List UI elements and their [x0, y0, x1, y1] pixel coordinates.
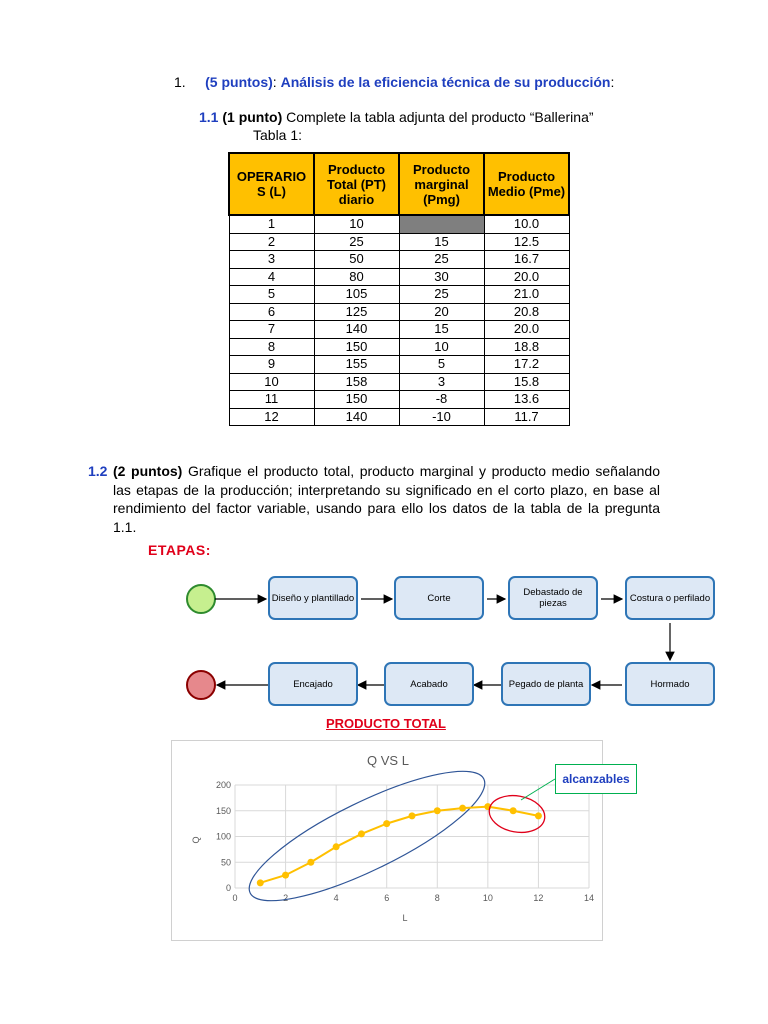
- table-cell: 3: [399, 373, 484, 391]
- y-tick-label: 200: [215, 780, 231, 790]
- data-point: [307, 859, 314, 866]
- question-1-number: 1.: [174, 74, 186, 90]
- series-line: [260, 807, 538, 883]
- x-axis-label: L: [402, 913, 408, 923]
- table-cell: 80: [314, 268, 399, 286]
- table-cell: 5: [229, 286, 314, 304]
- table-label: Tabla 1:: [253, 127, 303, 143]
- table-cell: 20.8: [484, 303, 569, 321]
- question-1-title: Análisis de la eficiencia técnica de su producción: [280, 74, 611, 90]
- table-cell: 150: [314, 338, 399, 356]
- chart-series: [257, 803, 542, 886]
- table-cell: 140: [314, 321, 399, 339]
- table-cell: 12: [229, 408, 314, 426]
- header-producto-medio: Producto Medio (Pme): [484, 153, 569, 215]
- header-producto-total: Producto Total (PT) diario: [314, 153, 399, 215]
- table-cell: 140: [314, 408, 399, 426]
- header-producto-marginal: Producto marginal (Pmg): [399, 153, 484, 215]
- y-tick-label: 150: [215, 805, 231, 816]
- data-point: [459, 805, 466, 812]
- table-cell: 9: [229, 356, 314, 374]
- x-tick-label: 6: [384, 893, 390, 903]
- table-cell: 12.5: [484, 233, 569, 251]
- data-point: [510, 807, 517, 814]
- flow-box-acabado: Acabado: [384, 662, 474, 706]
- flow-box-encajado: Encajado: [268, 662, 358, 706]
- data-point: [333, 843, 340, 850]
- table-cell: 10.0: [484, 215, 569, 233]
- flow-box-costura: Costura o perfilado: [625, 576, 715, 620]
- table-cell: 15: [399, 233, 484, 251]
- x-tick-label: 8: [434, 893, 440, 903]
- chart-title: Q VS L: [367, 753, 409, 768]
- annotation-alcanzables: alcanzables: [555, 764, 637, 794]
- table-cell: 4: [229, 268, 314, 286]
- table-cell: 8: [229, 338, 314, 356]
- data-point: [282, 872, 289, 879]
- table-cell: 10: [314, 215, 399, 233]
- table-cell: 25: [314, 233, 399, 251]
- x-tick-label: 10: [482, 893, 493, 903]
- question-1-1-number: 1.1: [199, 109, 219, 125]
- chart-grid: [235, 785, 589, 888]
- table-cell: 15: [399, 321, 484, 339]
- table-cell: 3: [229, 251, 314, 269]
- table-cell: 5: [399, 356, 484, 374]
- x-tick-label: 14: [583, 893, 595, 903]
- table-cell: 25: [399, 286, 484, 304]
- y-tick-label: 0: [225, 883, 231, 893]
- table-cell: 150: [314, 391, 399, 409]
- table-cell: 25: [399, 251, 484, 269]
- question-1-points: (5 puntos): [205, 74, 273, 90]
- question-1-2-points: (2 puntos): [113, 463, 183, 479]
- question-1-1-points: (1 punto): [222, 109, 283, 125]
- table-cell: 158: [314, 373, 399, 391]
- question-1-separator: :: [272, 74, 281, 90]
- table-cell: 20.0: [484, 321, 569, 339]
- producto-total-title: PRODUCTO TOTAL: [326, 716, 446, 731]
- etapas-label: ETAPAS:: [148, 542, 211, 558]
- table-cell: 155: [314, 356, 399, 374]
- table-cell: -10: [399, 408, 484, 426]
- data-point: [434, 807, 441, 814]
- table-cell: 15.8: [484, 373, 569, 391]
- table-cell: 7: [229, 321, 314, 339]
- question-1-end: :: [610, 74, 615, 90]
- flow-box-corte: Corte: [394, 576, 484, 620]
- table-cell: 18.8: [484, 338, 569, 356]
- question-1-2-number: 1.2: [88, 463, 108, 479]
- question-1-2-text: Grafique el producto total, producto marginal y producto medio señalando las etapas de la producción; interpretando su significado en el corto plazo, en base al rendimiento del factor variable, usando para ello los datos de la tabla de la pregunta 1.1.: [113, 463, 660, 535]
- table-cell: -8: [399, 391, 484, 409]
- table-cell: 11.7: [484, 408, 569, 426]
- table-cell: 20.0: [484, 268, 569, 286]
- data-point: [257, 879, 264, 886]
- table-cell: 20: [399, 303, 484, 321]
- x-tick-label: 0: [232, 893, 238, 903]
- table-cell: 17.2: [484, 356, 569, 374]
- table-cell: 10: [399, 338, 484, 356]
- table-cell: 105: [314, 286, 399, 304]
- y-axis-label: Q: [191, 836, 201, 844]
- table-cell: 11: [229, 391, 314, 409]
- table-cell: 30: [399, 268, 484, 286]
- table-cell: 125: [314, 303, 399, 321]
- table-cell: 21.0: [484, 286, 569, 304]
- data-point: [535, 812, 542, 819]
- x-tick-label: 2: [283, 893, 289, 903]
- flow-box-debastado: Debastado de piezas: [508, 576, 598, 620]
- table-cell: 13.6: [484, 391, 569, 409]
- header-operarios: OPERARIO S (L): [229, 153, 314, 215]
- question-1-1-text: Complete la tabla adjunta del producto “Ballerina”: [282, 109, 594, 125]
- flow-box-diseno: Diseño y plantillado: [268, 576, 358, 620]
- table-cell: 10: [229, 373, 314, 391]
- y-tick-label: 100: [215, 831, 231, 842]
- table-cell: 6: [229, 303, 314, 321]
- table-cell: 50: [314, 251, 399, 269]
- flow-box-pegado: Pegado de planta: [501, 662, 591, 706]
- table-cell: 16.7: [484, 251, 569, 269]
- table-cell: 2: [229, 233, 314, 251]
- data-point: [409, 812, 416, 819]
- x-tick-label: 4: [333, 893, 339, 903]
- chart-ticks: [216, 780, 594, 903]
- data-point: [383, 820, 390, 827]
- x-tick-label: 12: [533, 893, 544, 903]
- flow-box-hormado: Hormado: [625, 662, 715, 706]
- table-cell: 1: [229, 215, 314, 233]
- y-tick-label: 50: [220, 857, 231, 868]
- data-point: [358, 830, 365, 837]
